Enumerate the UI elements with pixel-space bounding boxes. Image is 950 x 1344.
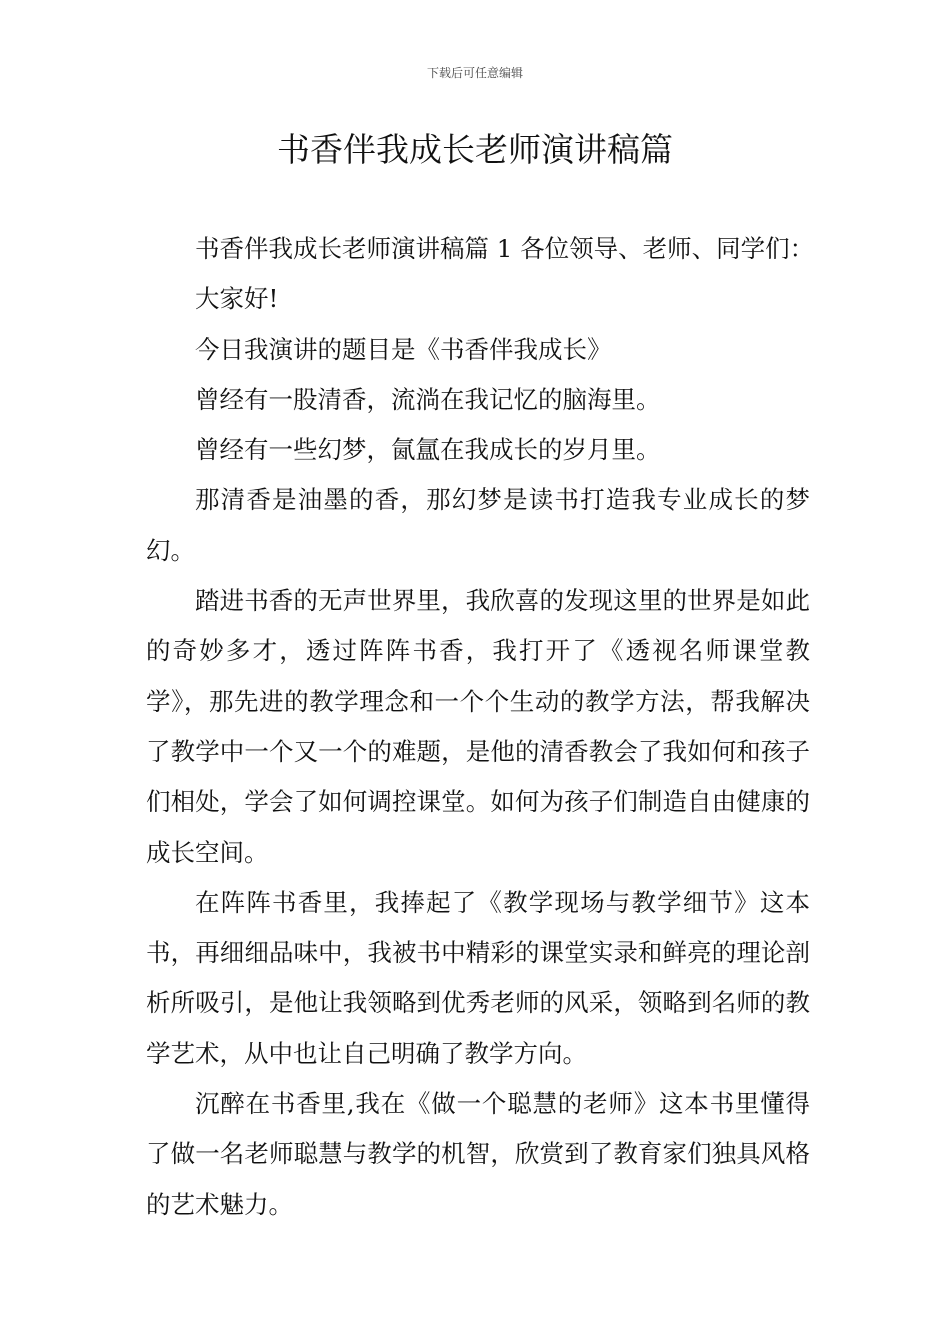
paragraph: 沉醉在书香里,我在《做一个聪慧的老师》这本书里懂得了做一名老师聪慧与教学的机智，欣赏到了教育家们独具风格的艺术魅力。	[146, 1089, 810, 1219]
document-body	[146, 224, 815, 1230]
paragraph: 曾经有一股清香，流淌在我记忆的脑海里。	[195, 384, 661, 414]
document-title: 书香伴我成长老师演讲稿篇	[277, 130, 673, 169]
paragraph: 踏进书香的无声世界里，我欣喜的发现这里的世界是如此的奇妙多才，透过阵阵书香，我打开了《透视名师课堂教学》，那先进的教学理念和一个个生动的教学方法，帮我解决了教学中一个又一个的难题，是他的清香教会了我如何和孩子们相处，学会了如何调控课堂。如何为孩子们制造自由健康的成长空间。	[146, 586, 810, 867]
header-note: 下载后可任意编辑	[426, 66, 523, 80]
paragraph: 今日我演讲的题目是《书香伴我成长》	[195, 334, 612, 364]
paragraph: 大家好!	[195, 284, 279, 314]
paragraph: 在阵阵书香里，我捧起了《教学现场与教学细节》这本书，再细细品味中，我被书中精彩的课堂实录和鲜亮的理论剖析所吸引，是他让我领略到优秀老师的风采，领略到名师的教学艺术，从中也让自己明确了教学方向。	[146, 887, 810, 1068]
paragraph: 曾经有一些幻梦，氤氲在我成长的岁月里。	[195, 435, 661, 465]
paragraph: 那清香是油墨的香，那幻梦是读书打造我专业成长的梦幻。	[146, 485, 810, 565]
paragraph: 书香伴我成长老师演讲稿篇 1 各位领导、老师、同学们：	[195, 234, 815, 263]
